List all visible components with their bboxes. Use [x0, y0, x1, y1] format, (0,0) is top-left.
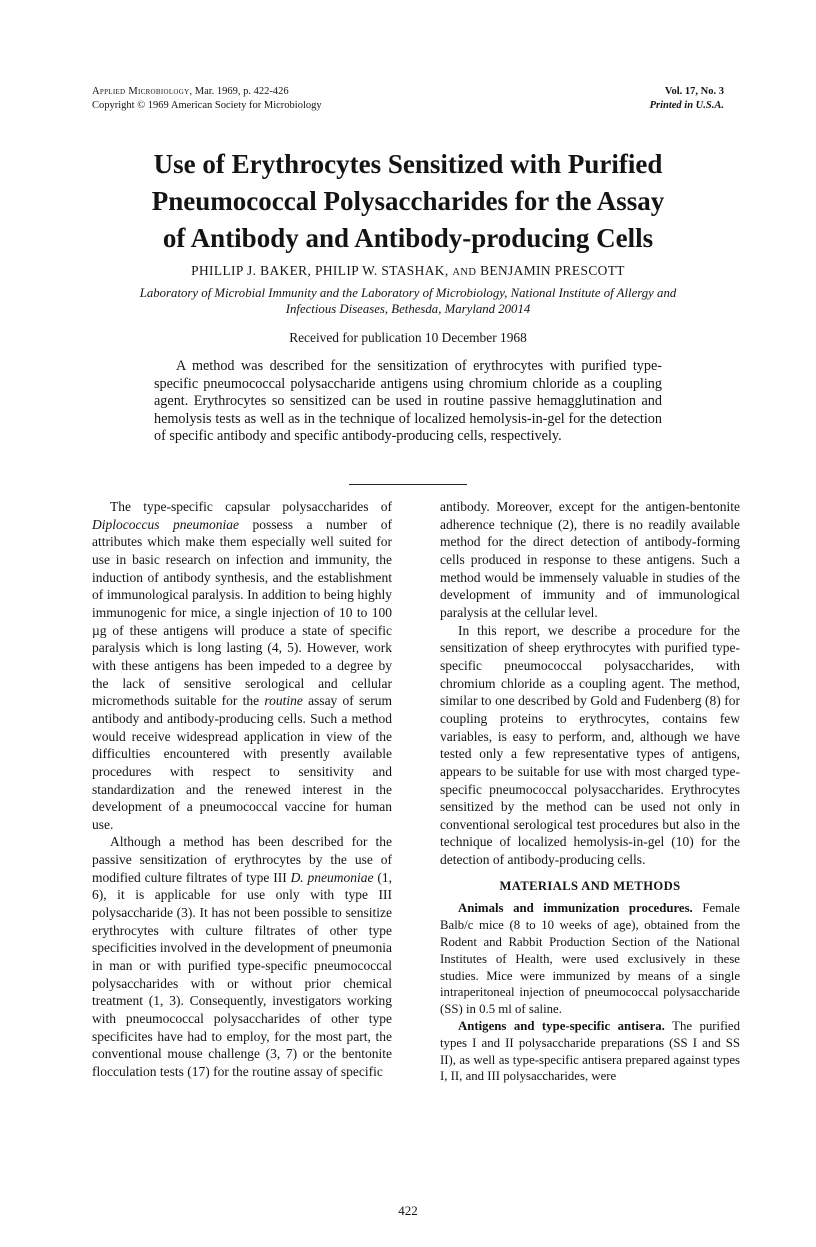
- text-run: assay of serum antibody and antibody-producing cells. Such a method would receive widespread application in view of the difficulties encountered with presently available procedures with respect to sensitivity and standardization and the renewed interest in the development of a pneumococcal vaccine for human use.: [92, 693, 392, 832]
- affiliation-line-2: Infectious Diseases, Bethesda, Maryland 20014: [285, 302, 531, 316]
- received-date: Received for publication 10 December 1968: [289, 330, 527, 345]
- journal-citation: [92, 85, 322, 99]
- text-run: possess a number of attributes which make them especially well suited for use in basic research on infection and immunity, the induction of antibody synthesis, and the establishment of immunological paralysis. In addition to being highly immunogenic for mice, a single injection of 10 to 100 µg of these antigens will produce a state of specific paralysis which is long lasting (4, 5). However, work with these antigens has been impeded to a degree by the lack of sensitive serological and cellular micromethods suitable for the: [92, 516, 393, 709]
- article-title: [90, 146, 726, 257]
- left-column: [92, 498, 392, 1081]
- body-paragraph: [92, 833, 392, 1080]
- emphasis: routine: [264, 693, 303, 709]
- volume-number: Vol. 17, No. 3: [664, 86, 724, 97]
- affiliation-line-1: Laboratory of Microbial Immunity and the Laboratory of Microbiology, National Institute of Allergy and: [139, 286, 677, 300]
- text-run: Although a method has been described for the passive sensitization of erythrocytes by the use of modified culture filtrates of type III: [92, 834, 392, 885]
- species-name: D. pneumoniae: [290, 869, 374, 885]
- text-run: The type-specific capsular polysaccharides of: [110, 499, 392, 514]
- run-in-heading: Animals and immunization procedures.: [458, 901, 693, 916]
- copyright-line: Copyright © 1969 American Society for Microbiology: [92, 99, 322, 111]
- title-line-1: Use of Erythrocytes Sensitized with Purified: [153, 149, 663, 179]
- body-paragraph: [440, 900, 740, 1018]
- body-paragraph: [440, 1018, 740, 1085]
- section-divider: [349, 484, 467, 485]
- author-names: PHILLIP J. BAKER, PHILIP W. STASHAK,: [191, 263, 449, 278]
- text-run: The purified types I and II polysaccharide preparations (SS I and SS II), as well as type-specific antisera prepared against types I, II, and III polysaccharides, were: [440, 1019, 740, 1084]
- running-header-left: [92, 85, 322, 112]
- author-conjunction: AND: [452, 267, 477, 278]
- right-column: [440, 498, 740, 1085]
- abstract: A method was described for the sensitization of erythrocytes with purified type-specific pneumococcal polysaccharide antigens using chromium chloride as a coupling agent. Erythrocytes so sensitized can be used in routine passive hemagglutination and hemolysis tests as well as in the technique of localized hemolysis-in-gel for the detection of specific antibody and specific antibody-producing cells, respectively.: [154, 358, 662, 445]
- text-run: (1, 6), it is applicable for use only with type III polysaccharide (3). It has not been possible to sensitize erythrocytes with culture filtrates of other type specificities involved in the development of pneumonia in man or with purified type-specific pneumococcal polysaccharides with or without prior chemical treatment (1, 3). Consequently, investigators working with pneumococcal polysaccharides of other type specificites have had to employ, for the most part, the conventional mouse challenge (3, 7) or the bentonite flocculation tests (17) for the routine assay of specific: [92, 869, 393, 1079]
- running-header-right: [650, 85, 724, 112]
- title-line-3: of Antibody and Antibody-producing Cells: [162, 223, 654, 253]
- citation-details: , Mar. 1969, p. 422-426: [189, 86, 289, 97]
- author-last: BENJAMIN PRESCOTT: [480, 263, 625, 278]
- body-paragraph: In this report, we describe a procedure for the sensitization of sheep erythrocytes with purified type-specific pneumococcal polysaccharides, with chromium chloride as a coupling agent. The method, similar to one described by Gold and Fudenberg (8) for coupling proteins to erythrocytes, contains few variables, is easy to perform, and, although we have tested only a few representative types of antigens, appears to be suitable for use with most charged type-specific pneumococcal polysaccharides. Erythrocytes sensitized by the method can be used not only in conventional serological test procedures but also in the technique of localized hemolysis-in-gel (10) for the detection of antibody-producing cells.: [440, 622, 740, 868]
- section-heading: MATERIALS AND METHODS: [499, 878, 681, 893]
- author-list: [90, 263, 726, 279]
- species-name: Diplococcus pneumoniae: [92, 516, 239, 532]
- run-in-heading: Antigens and type-specific antisera.: [458, 1019, 665, 1034]
- journal-name: Applied Microbiology: [92, 86, 190, 97]
- body-paragraph: antibody. Moreover, except for the antigen-bentonite adherence technique (2), there is no readily available method for the direct detection of antibody-forming cells produced in response to these antigens. Such a method would be immensely valuable in studies of the development of immunity and of immunological paralysis at the cellular level.: [440, 499, 740, 620]
- printed-in: Printed in U.S.A.: [649, 99, 724, 111]
- text-run: Female Balb/c mice (8 to 10 weeks of age), obtained from the Rodent and Rabbit Production Section of the National Institutes of Health, were used exclusively in these studies. Mice were immunized by means of a single intraperitoneal injection of pneumococcal polysaccharide (SS) in 0.5 ml of saline.: [440, 901, 740, 1017]
- page-number: 422: [398, 1203, 418, 1218]
- body-paragraph: [92, 498, 392, 833]
- title-line-2: Pneumococcal Polysaccharides for the Assay: [151, 186, 665, 216]
- affiliation: [96, 285, 720, 317]
